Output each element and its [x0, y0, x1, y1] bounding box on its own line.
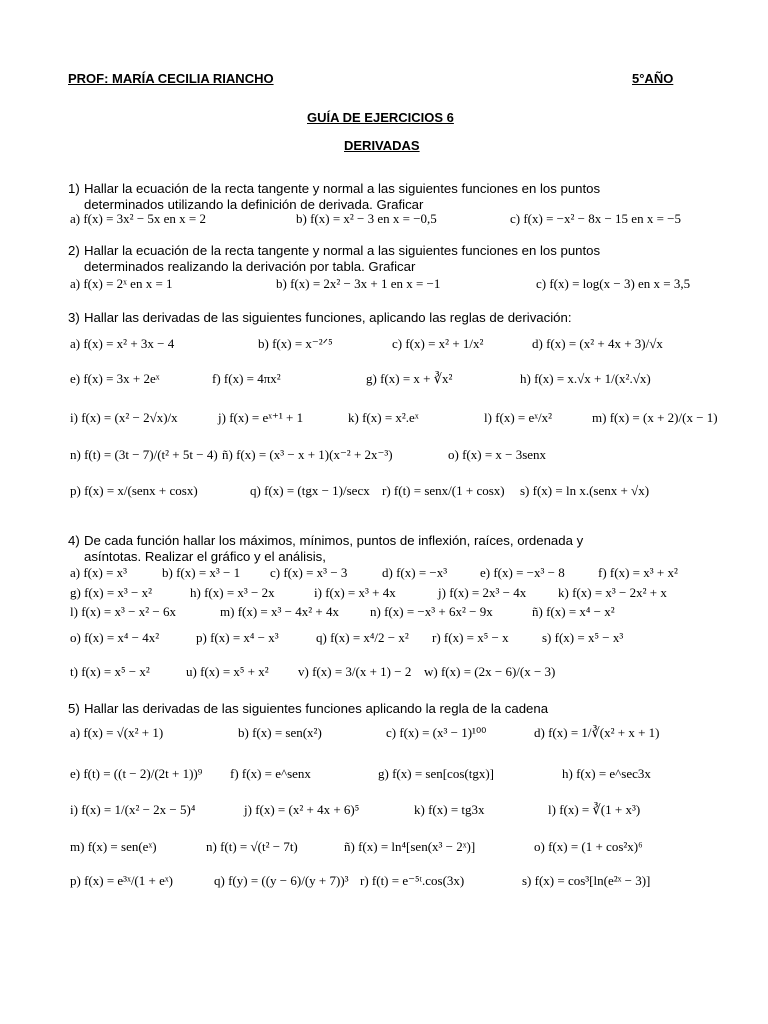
exercise-item: p) f(x) = x/(senx + cosx) [70, 483, 198, 498]
exercise-item: n) f(t) = (3t − 7)/(t² + 5t − 4) [70, 447, 218, 462]
exercise-item: q) f(x) = (tgx − 1)/secx [250, 483, 370, 498]
exercise-item: d) f(x) = (x² + 4x + 3)/√x [532, 336, 663, 351]
exercise-item: c) f(x) = log(x − 3) en x = 3,5 [536, 276, 691, 291]
exercise-2-items [70, 276, 750, 300]
exercise-1-line-1: Hallar la ecuación de la recta tangente y normal a las siguientes funciones en los puntos [84, 181, 601, 196]
exercise-item: ñ) f(x) = ln⁴[sen(x³ − 2ˣ)] [344, 839, 476, 854]
exercise-item: s) f(x) = ln x.(senx + √x) [520, 483, 650, 498]
exercise-item: k) f(x) = x².eˣ [348, 410, 419, 425]
exercise-item: a) f(x) = 3x² − 5x en x = 2 [70, 211, 206, 226]
page-title: GUÍA DE EJERCICIOS 6 [307, 110, 454, 125]
exercise-3-row-4 [70, 447, 750, 471]
exercise-5-row-3 [70, 802, 750, 826]
exercise-item: u) f(x) = x⁵ + x² [186, 664, 269, 679]
exercise-item: w) f(x) = (2x − 6)/(x − 3) [424, 664, 556, 679]
exercise-5-row-1 [70, 725, 750, 749]
exercise-item: q) f(y) = ((y − 6)/(y + 7))³ [214, 873, 349, 888]
exercise-item: l) f(x) = x³ − x² − 6x [70, 604, 176, 619]
exercise-item: a) f(x) = x³ [70, 565, 128, 580]
exercise-3-statement [68, 310, 710, 326]
exercise-3-line-1: Hallar las derivadas de las siguientes funciones, aplicando las reglas de derivación: [84, 310, 572, 325]
exercise-2-line-1: Hallar la ecuación de la recta tangente y normal a las siguientes funciones en los puntos [84, 243, 601, 258]
exercise-item: h) f(x) = x.√x + 1/(x².√x) [520, 371, 651, 386]
exercise-item: h) f(x) = e^sec3x [562, 766, 651, 781]
exercise-item: r) f(x) = x⁵ − x [432, 630, 509, 645]
exercise-item: m) f(x) = (x + 2)/(x − 1) [592, 410, 718, 425]
exercise-item: j) f(x) = eˣ⁺¹ + 1 [218, 410, 304, 425]
exercise-item: s) f(x) = cos³[ln(e²ˣ − 3)] [522, 873, 651, 888]
exercise-4-line-1: De cada función hallar los máximos, mínimos, puntos de inflexión, raíces, ordenada y [84, 533, 584, 548]
exercise-number: 5) [68, 701, 80, 716]
exercise-item: p) f(x) = e³ˣ/(1 + eˣ) [70, 873, 173, 888]
exercise-item: h) f(x) = x³ − 2x [190, 585, 275, 600]
exercise-item: g) f(x) = sen[cos(tgx)] [378, 766, 494, 781]
exercise-number: 4) [68, 533, 80, 548]
exercise-5-row-5 [70, 873, 750, 897]
exercise-item: f) f(x) = 4πx² [212, 371, 281, 386]
exercise-item: n) f(x) = −x³ + 6x² − 9x [370, 604, 493, 619]
exercise-item: ñ) f(x) = (x³ − x + 1)(x⁻² + 2x⁻³) [222, 447, 393, 462]
exercise-item: d) f(x) = 1/∛(x² + x + 1) [534, 725, 660, 740]
exercise-1-items [70, 211, 750, 235]
exercise-3-row-5 [70, 483, 750, 507]
exercise-item: c) f(x) = x² + 1/x² [392, 336, 484, 351]
exercise-3-row-3 [70, 410, 750, 434]
exercise-item: a) f(x) = x² + 3x − 4 [70, 336, 175, 351]
exercise-item: g) f(x) = x³ − x² [70, 585, 153, 600]
exercise-item: f) f(x) = e^senx [230, 766, 311, 781]
exercise-item: b) f(x) = x³ − 1 [162, 565, 241, 580]
exercise-item: e) f(x) = 3x + 2eˣ [70, 371, 160, 386]
exercise-item: k) f(x) = tg3x [414, 802, 485, 817]
exercise-3-row-2 [70, 371, 750, 395]
exercise-item: j) f(x) = (x² + 4x + 6)⁵ [244, 802, 360, 817]
exercise-4-line-2: asíntotas. Realizar el gráfico y el análisis, [84, 549, 326, 564]
professor-name: PROF: MARÍA CECILIA RIANCHO [68, 71, 274, 86]
exercise-item: g) f(x) = x + ∛x² [366, 371, 453, 386]
exercise-item: c) f(x) = −x² − 8x − 15 en x = −5 [510, 211, 681, 226]
exercise-4-row-4 [70, 630, 750, 654]
exercise-5-row-2 [70, 766, 750, 790]
exercise-item: r) f(t) = senx/(1 + cosx) [382, 483, 505, 498]
exercise-2-statement [68, 243, 710, 275]
exercise-item: o) f(x) = x⁴ − 4x² [70, 630, 160, 645]
exercise-5-row-4 [70, 839, 750, 863]
exercise-number: 3) [68, 310, 80, 325]
school-year: 5°AÑO [632, 71, 674, 86]
exercise-item: e) f(x) = −x³ − 8 [480, 565, 565, 580]
exercise-item: p) f(x) = x⁴ − x³ [196, 630, 279, 645]
exercise-item: r) f(t) = e⁻⁵ᵗ.cos(3x) [360, 873, 465, 888]
exercise-1-line-2: determinados utilizando la definición de derivada. Graficar [84, 197, 424, 212]
exercise-4-row-5 [70, 664, 750, 688]
exercise-2-line-2: determinados realizando la derivación por tabla. Graficar [84, 259, 416, 274]
exercise-item: m) f(x) = x³ − 4x² + 4x [220, 604, 339, 619]
exercise-item: s) f(x) = x⁵ − x³ [542, 630, 624, 645]
exercise-5-statement [68, 701, 710, 717]
exercise-item: d) f(x) = −x³ [382, 565, 448, 580]
exercise-item: b) f(x) = x² − 3 en x = −0,5 [296, 211, 437, 226]
exercise-item: l) f(x) = eˣ/x² [484, 410, 553, 425]
exercise-item: b) f(x) = sen(x²) [238, 725, 322, 740]
exercise-item: i) f(x) = x³ + 4x [314, 585, 396, 600]
exercise-item: q) f(x) = x⁴/2 − x² [316, 630, 409, 645]
exercise-5-line-1: Hallar las derivadas de las siguientes funciones aplicando la regla de la cadena [84, 701, 549, 716]
exercise-4-row-3 [70, 604, 750, 628]
exercise-item: ñ) f(x) = x⁴ − x² [532, 604, 615, 619]
exercise-number: 1) [68, 181, 80, 196]
exercise-item: a) f(x) = 2ˣ en x = 1 [70, 276, 173, 291]
exercise-item: b) f(x) = x⁻²ᐟ⁵ [258, 336, 333, 351]
exercise-item: m) f(x) = sen(eˣ) [70, 839, 157, 854]
exercise-item: o) f(x) = (1 + cos²x)⁶ [534, 839, 643, 854]
exercise-item: i) f(x) = 1/(x² − 2x − 5)⁴ [70, 802, 196, 817]
page-subtitle: DERIVADAS [344, 138, 420, 153]
exercise-item: c) f(x) = x³ − 3 [270, 565, 348, 580]
exercise-3-row-1 [70, 336, 750, 360]
exercise-item: b) f(x) = 2x² − 3x + 1 en x = −1 [276, 276, 441, 291]
exercise-item: i) f(x) = (x² − 2√x)/x [70, 410, 178, 425]
exercise-number: 2) [68, 243, 80, 258]
exercise-4-statement [68, 533, 710, 565]
exercise-item: a) f(x) = √(x² + 1) [70, 725, 164, 740]
exercise-item: n) f(t) = √(t² − 7t) [206, 839, 298, 854]
exercise-item: l) f(x) = ∛(1 + x³) [548, 802, 641, 817]
exercise-item: f) f(x) = x³ + x² [598, 565, 678, 580]
exercise-item: k) f(x) = x³ − 2x² + x [558, 585, 667, 600]
exercise-item: e) f(t) = ((t − 2)/(2t + 1))⁹ [70, 766, 203, 781]
exercise-item: v) f(x) = 3/(x + 1) − 2 [298, 664, 412, 679]
exercise-item: o) f(x) = x − 3senx [448, 447, 547, 462]
exercise-item: t) f(x) = x⁵ − x² [70, 664, 150, 679]
exercise-item: c) f(x) = (x³ − 1)¹⁰⁰ [386, 725, 487, 740]
exercise-1-statement [68, 181, 710, 213]
exercise-item: j) f(x) = 2x³ − 4x [438, 585, 527, 600]
